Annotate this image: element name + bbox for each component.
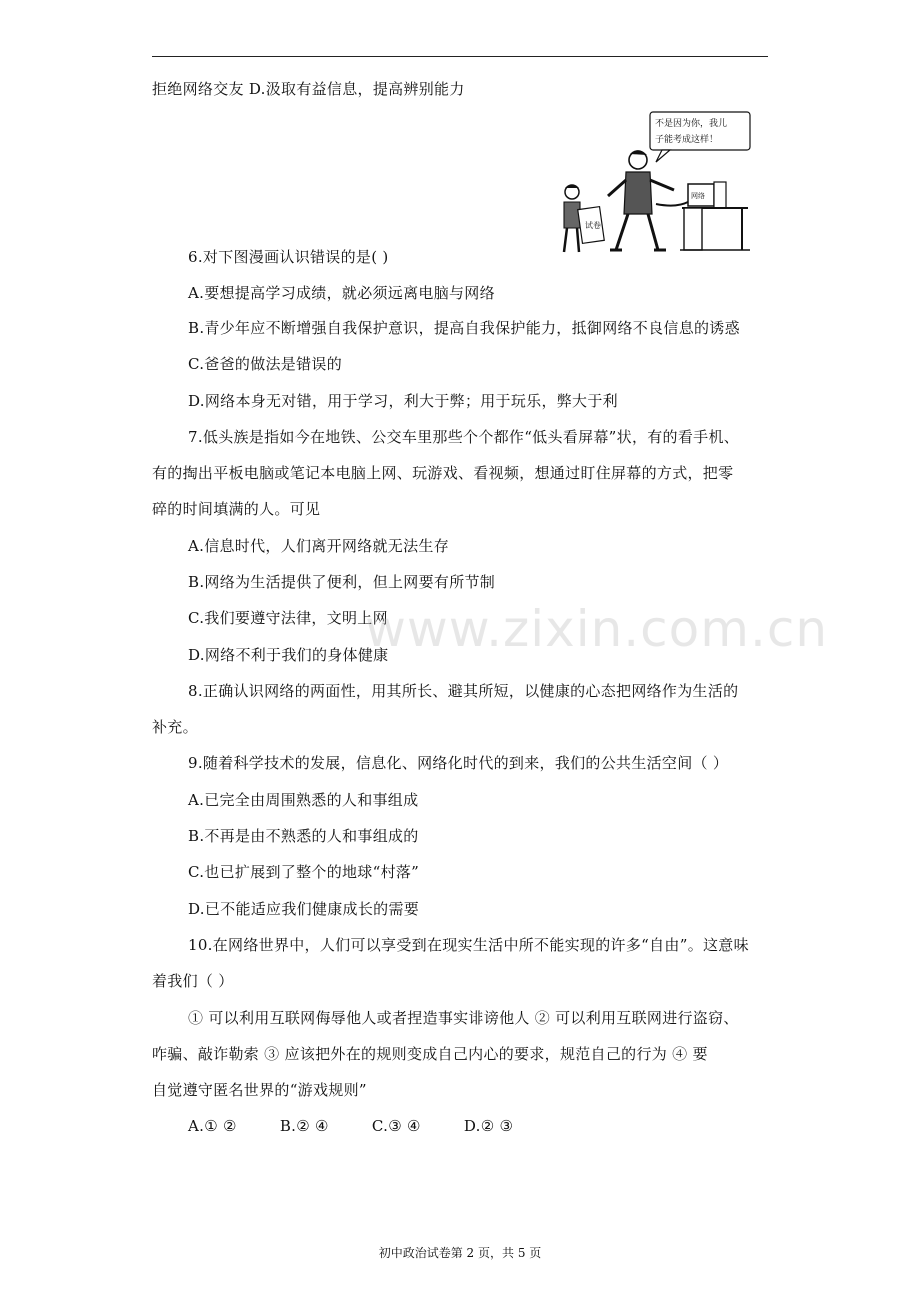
page-footer: 初中政治试卷第 2 页，共 5 页 (378, 1246, 542, 1260)
question-6: 6.对下图漫画认识错误的是( ) (188, 248, 389, 266)
q9-option-b: B.不再是由不熟悉的人和事组成的 (188, 827, 419, 845)
item-8-line-2: 补充。 (152, 718, 198, 736)
speech-text-2: 子能考成这样！ (655, 135, 719, 145)
q9-option-c: C.也已扩展到了整个的地球“村落” (188, 863, 420, 881)
exam-paper-label: 试卷 (585, 221, 601, 230)
q7-option-b: B.网络为生活提供了便利，但上网要有所节制 (188, 573, 496, 591)
q10-option-b: B.② ④ (279, 1117, 329, 1135)
q7-option-a: A.信息时代，人们离开网络就无法生存 (188, 537, 450, 555)
q9-option-a: A.已完全由周围熟悉的人和事组成 (188, 791, 419, 809)
question-7-line-1: 7.低头族是指如今在地铁、公交车里那些个个都作“低头看屏幕”状，有的看手机、 (188, 428, 740, 446)
q10-statements-line-3: 自觉遵守匿名世界的“游戏规则” (152, 1081, 367, 1099)
q10-statements-line-2: 咋骗、敲诈勒索 ③ 应该把外在的规则变成自己内心的要求，规范自己的行为 ④ 要 (152, 1045, 708, 1063)
child-body (564, 202, 580, 228)
question-10-line-1: 10.在网络世界中，人们可以享受到在现实生活中所不能实现的许多“自由”。这意味 (188, 936, 749, 954)
q7-option-d: D.网络不利于我们的身体健康 (188, 646, 389, 664)
q6-option-c: C.爸爸的做法是错误的 (188, 355, 343, 373)
father-body (624, 172, 652, 214)
speech-text-1: 不是因为你，我儿 (655, 119, 728, 129)
cartoon-illustration (552, 110, 756, 262)
desk-drawer (684, 208, 702, 250)
monitor-label: 网络 (691, 192, 705, 200)
header-rule (152, 56, 768, 57)
question-7-line-2: 有的掏出平板电脑或笔记本电脑上网、玩游戏、看视频，想通过盯住屏幕的方式，把零 (152, 464, 734, 482)
q10-option-a: A.① ② (188, 1117, 237, 1135)
question-10-line-2: 着我们（ ） (152, 972, 234, 990)
q6-option-b: B.青少年应不断增强自我保护意识，提高自我保护能力，抵御网络不良信息的诱惑 (188, 319, 740, 337)
speech-text-full: 不是因为你，我儿子能考成这样！ (552, 110, 567, 111)
carryover-line: 拒绝网络交友 D.汲取有益信息，提高辨别能力 (152, 80, 465, 98)
q10-statements-line-1: ① 可以利用互联网侮辱他人或者捏造事实诽谤他人 ② 可以利用互联网进行盗窃、 (188, 1009, 739, 1027)
question-7-line-3: 碎的时间填满的人。可见 (152, 500, 321, 518)
q6-option-a: A.要想提高学习成绩，就必须远离电脑与网络 (188, 284, 495, 302)
watermark: www.zixin.com.cn (365, 600, 829, 658)
item-8-line-1: 8.正确认识网络的两面性，用其所长、避其所短，以健康的心态把网络作为生活的 (188, 682, 739, 700)
q6-option-d: D.网络本身无对错，用于学习，利大于弊；用于玩乐，弊大于利 (188, 392, 618, 410)
q10-option-c: C.③ ④ (371, 1117, 421, 1135)
q9-option-d: D.已不能适应我们健康成长的需要 (188, 900, 420, 918)
q10-option-d: D.② ③ (463, 1117, 514, 1135)
pc-tower (714, 182, 726, 208)
question-9: 9.随着科学技术的发展，信息化、网络化时代的到来，我们的公共生活空间（ ） (188, 754, 729, 772)
q7-option-c: C.我们要遵守法律，文明上网 (188, 609, 388, 627)
q10-options (188, 1116, 513, 1136)
